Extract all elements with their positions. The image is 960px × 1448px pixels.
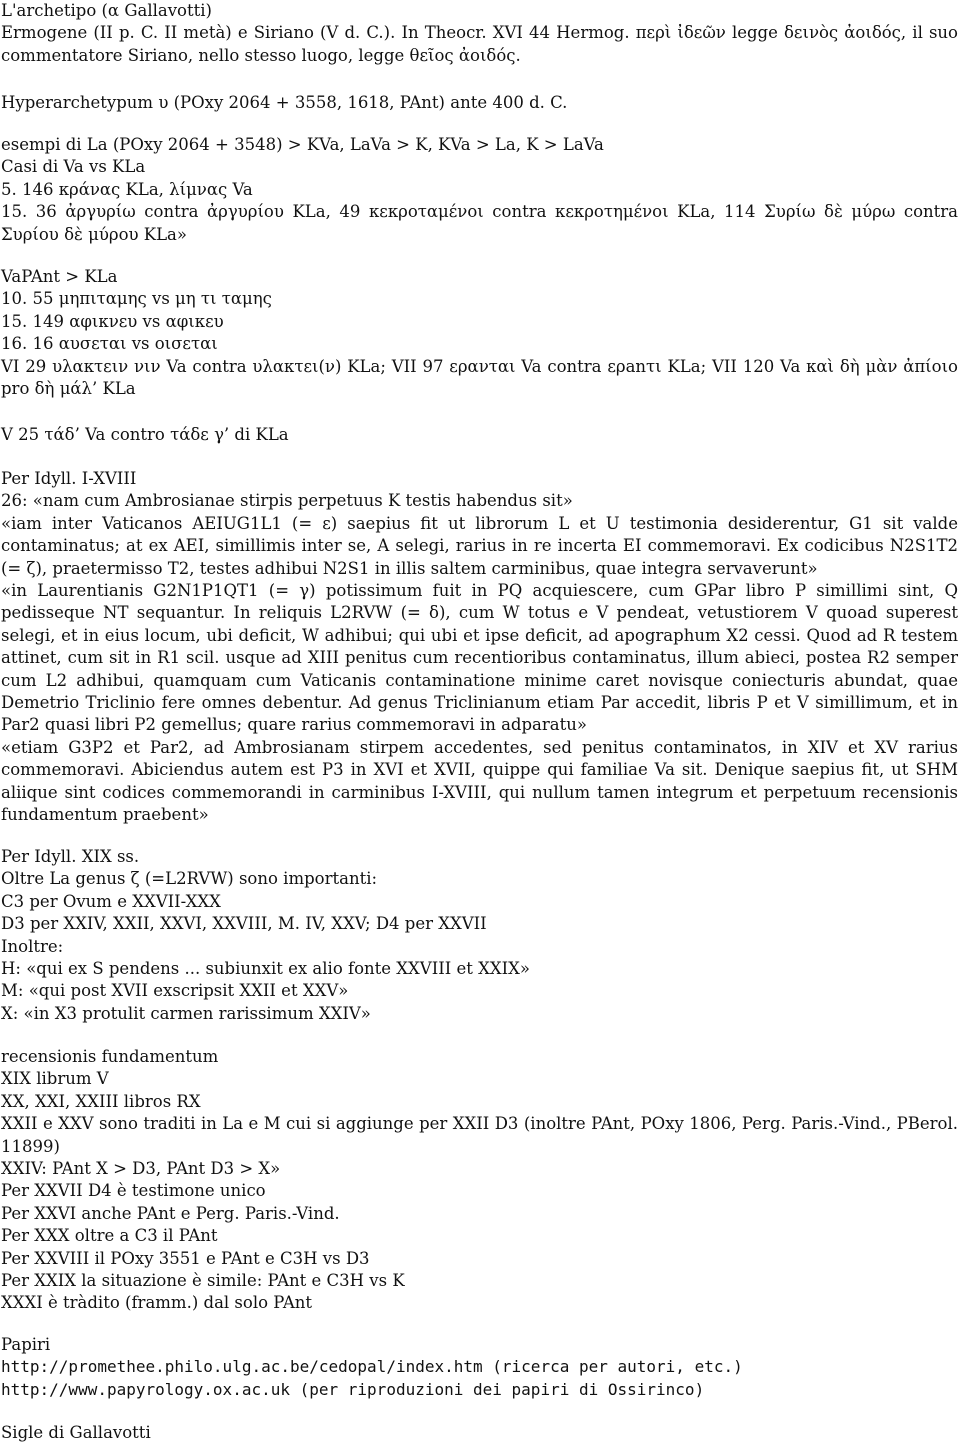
- section-idyll-xix: [1, 846, 958, 1025]
- line-vapant: VaPAnt > KLa: [1, 267, 118, 286]
- line-c3: C3 per Ovum e XXVII-XXX: [1, 891, 221, 911]
- line-15-36: 15. 36 ἀργυρίω contra ἀργυρίου KLa, 49 κεκροταμένοι contra κεκροτημένοι KLa, 114 Συρίω δὲ μύρω contra Συρίου δὲ μύρου KLa»: [1, 202, 958, 244]
- line-xxx: Per XXX oltre a C3 il PAnt: [1, 1226, 218, 1246]
- line-casi: Casi di Va vs KLa: [1, 157, 146, 177]
- section-recensionis: [1, 1046, 958, 1315]
- section-archetipo: [1, 0, 958, 67]
- quote-vaticanos: «iam inter Vaticanos AEIUG1L1 (= ε) saepius fit ut librorum L et U testimonia desiderentur, G1 sit valde contaminatus; at ex AEI, simillimis inter se, A selegi, rarius in re incerta EI commemoravi. Ex codicibus N2S1T2 (= ζ), praetermisso T2, testes adhibui N2S1 in illis saltem carminibus, quae integra servaverunt»: [1, 513, 958, 578]
- section-idyll-i-xviii: [1, 468, 958, 827]
- line-v25: V 25 τάδ’ Va contro τάδε γ’ di KLa: [1, 425, 289, 444]
- section-vapant: [1, 266, 958, 400]
- line-oltre-la: Oltre La genus ζ (=L2RVW) sono importanti:: [1, 869, 378, 889]
- quote-etiam: «etiam G3P2 et Par2, ad Ambrosianam stirpem accedentes, sed penitus contaminatos, in XIV et XV rarius commemoravi. Abiciendus autem est P3 in XVI et XVII, quippe qui familiae Va sit. Denique saepius fit, ut SHM aliique sint codices commemorandi in carminibus I-XVIII, qui nullum tamen integrum et perpetuum recensionis fundamentum praebent»: [1, 737, 958, 825]
- quote-26: 26: «nam cum Ambrosianae stirpis perpetuus K testis habendus sit»: [1, 491, 573, 511]
- line-xxiv: XXIV: PAnt X > D3, PAnt D3 > X»: [1, 1159, 281, 1179]
- line-xxvi: Per XXVI anche PAnt e Perg. Paris.-Vind.: [1, 1203, 340, 1223]
- link-cedopal[interactable]: http://promethee.philo.ulg.ac.be/cedopal/index.htm (ricerca per autori, etc.): [1, 1357, 743, 1377]
- line-10-55: 10. 55 μηπιταμης vs μη τι ταμης: [1, 289, 272, 309]
- line-15-149: 15. 149 αφικνευ vs αφικευ: [1, 311, 224, 331]
- line-16-16: 16. 16 αυσεται vs οισεται: [1, 334, 218, 354]
- link-papyrology[interactable]: http://www.papyrology.ox.ac.uk (per riproduzioni dei papiri di Ossirinco): [1, 1379, 705, 1399]
- section-v25: [1, 424, 958, 446]
- line-xxviii: Per XXVIII il POxy 3551 e PAnt e C3H vs D3: [1, 1248, 370, 1268]
- paragraph-ermogene: Ermogene (II p. C. II metà) e Siriano (V d. C.). In Theocr. XVI 44 Hermog. περὶ ἰδεῶν legge δεινὸς ἀοιδός, il suo commentatore Siriano, nello stesso luogo, legge θεῖος ἀοιδός.: [1, 23, 958, 65]
- quote-laurentianis: «in Laurentianis G2N1P1QT1 (= γ) potissimum fuit in PQ acquiescere, cum GPar libro P simillimi sint, Q pedisseque NT sequantur. In reliquis L2RVW (= δ), cum W totus e V pendeat, vetustiorem V quoad superest selegi, et in eius locum, ubi deficit, W adhibui; qui ubi et ipse deficit, ad apographum X2 cessi. Quod ad R testem attinet, cum sit in R1 scil. usque ad XIII penitus cum recentioribus contaminatus, illum abieci, postea R2 semper cum L2 adhibui, quamquam cum Vaticanis contaminatione minime caret novisque coniecturis abundat, quae Demetrio Triclinio fere omnes debentur. Ad genus Triclinianum etiam Par accedit, libris P et V simillimum, et in Par2 quasi libri P2 gemellus; quare rarius commemoravi in adparatu»: [1, 581, 958, 735]
- heading-idyll-xix: Per Idyll. XIX ss.: [1, 847, 140, 866]
- line-xxix: Per XXIX la situazione è simile: PAnt e C3H vs K: [1, 1271, 405, 1291]
- line-x: X: «in X3 protulit carmen rarissimum XXIV»: [1, 1003, 371, 1023]
- line-hyperarchetypum: Hyperarchetypum υ (POxy 2064 + 3558, 1618, PAnt) ante 400 d. C.: [1, 93, 568, 112]
- line-xxxi: XXXI è tràdito (framm.) dal solo PAnt: [1, 1293, 313, 1313]
- line-d3: D3 per XXIV, XXII, XXVI, XXVIII, M. IV, XXV; D4 per XXVII: [1, 914, 487, 934]
- heading-archetipo: L'archetipo (α Gallavotti): [1, 1, 212, 20]
- line-xxvii: Per XXVII D4 è testimone unico: [1, 1181, 266, 1201]
- line-xix: XIX librum V: [1, 1069, 109, 1089]
- line-5-146: 5. 146 κράνας KLa, λίμνας Va: [1, 179, 253, 199]
- heading-idyll-i-xviii: Per Idyll. I-XVIII: [1, 469, 137, 488]
- line-h: H: «qui ex S pendens ... subiunxit ex alio fonte XXVIII et XXIX»: [1, 959, 530, 979]
- section-hyperarchetypum: [1, 92, 958, 114]
- line-m: M: «qui post XVII exscripsit XXII et XXV»: [1, 981, 349, 1001]
- section-sigle: [1, 1422, 958, 1444]
- line-xx: XX, XXI, XXIII libros RX: [1, 1091, 201, 1111]
- line-inoltre: Inoltre:: [1, 936, 64, 956]
- section-esempi: [1, 134, 958, 246]
- line-vi-29: VI 29 υλακτειν νιν Va contra υλακτει(ν) KLa; VII 97 ερανται Va contra ερanτι KLa; VII 120 Va καὶ δὴ μὰν ἀπίοιο pro δὴ μάλ’ KLa: [1, 356, 958, 399]
- line-xxii: XXII e XXV sono traditi in La e M cui si aggiunge per XXII D3 (inoltre PAnt, POxy 1806, Perg. Paris.-Vind., PBerol. 11899): [1, 1114, 958, 1156]
- heading-recensionis: recensionis fundamentum: [1, 1047, 219, 1066]
- section-papiri: [1, 1334, 958, 1401]
- heading-sigle: Sigle di Gallavotti: [1, 1423, 151, 1442]
- line-esempi: esempi di La (POxy 2064 + 3548) > KVa, LaVa > K, KVa > La, K > LaVa: [1, 135, 604, 154]
- heading-papiri: Papiri: [1, 1335, 51, 1354]
